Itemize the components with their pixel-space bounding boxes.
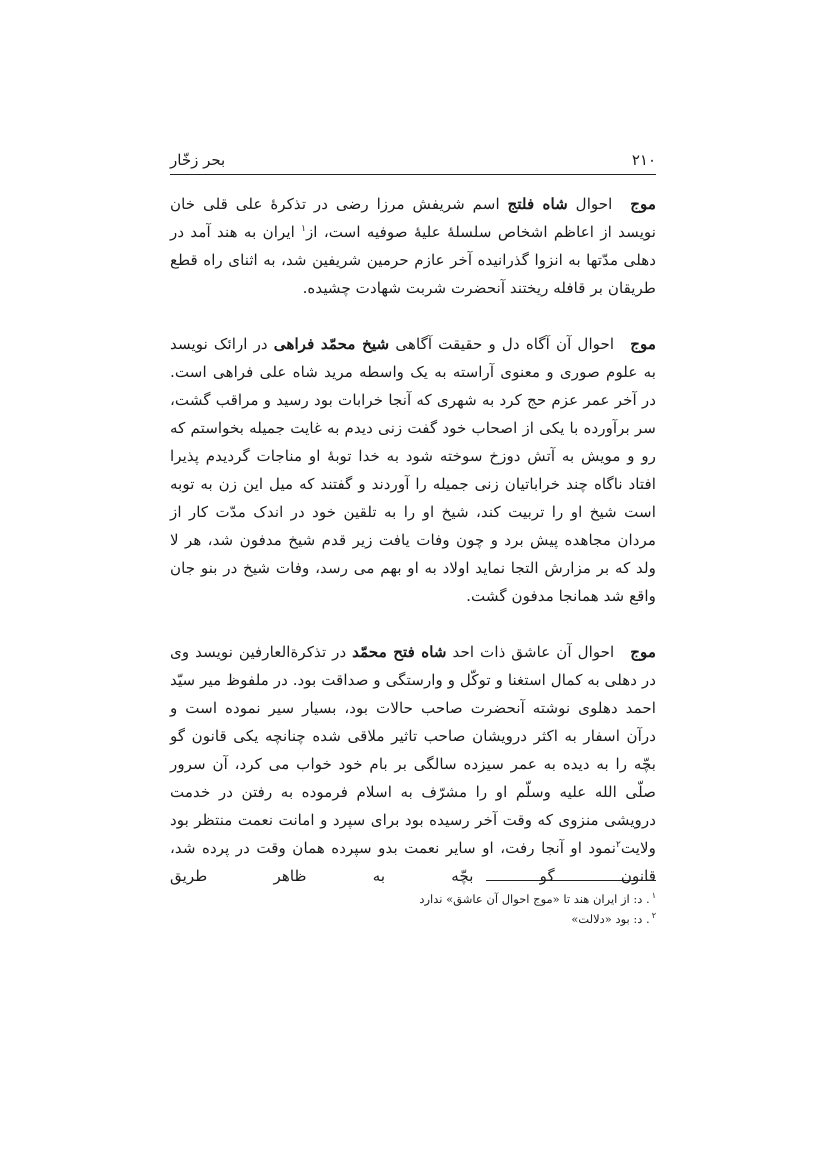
footnote-text: . د: بود «دلالت»: [571, 912, 650, 926]
footnote-1: [170, 889, 656, 909]
paragraph-text-cont: نمود او آنجا رفت، او سایر نعمت بدو سپرده همان وقت در پرده شد، قانون گو بچّه به ظاهر طریق: [170, 839, 656, 885]
footnote-2: [170, 909, 656, 929]
footnote-text: . د: از ایران هند تا «موج احوال آن عاشق» ندارد: [419, 892, 650, 906]
paragraph-text: در تذکرةالعارفین نویسد وی در دهلی به کمال استغنا و توکّل و وارستگی و صداقت بود. در ملفوظ میر سیّد احمد دهلوی نوشته آنحضرت صاحب حالات بود، بسیار سیر نموده است و درآن اسفار به اکثر درویشان صاحب تاثیر ملاقی شده چنانچه یکی قانون گو بچّه را به دیده به عمر سیزده سالگی بر بام خود خواب می کرد، آن سرور صلّی الله علیه وسلّم او را مشرّف به اسلام فرموده به رفتن در خدمت درویشی منزوی که وقت آخر رسیده بود برای سپرد و امانت نعمت منتظر بود ولایت: [170, 643, 656, 857]
paragraph-text: در ارائک نویسد به علوم صوری و معنوی آراسته به یک واسطه مرید شاه علی فراهی است. در آخر عمر عزم حج کرد به شهری که آنجا خرابات بود رسید و مراقب گشت، سر برآورده با یکی از اصحاب خود گفت زنی دیدم به غایت جمیله بخواستم که رو و مویش به آتش دوزخ سوخته شود به خدا توبهٔ او مناجات گردیدم پذیرا افتاد ناگاه چند خراباتیان زنی جمیله را آوردند و گفتند که میل این زن به توبه است شیخ او را تربیت کند، شیخ او را به تلقین خود در اندک مدّت کار از مردان مجاهده پیش برد و چون وفات یافت زیر قدم شیخ مدفون شد، هر لا ولد که بر مزارش التجا نماید اولاد به او بهم می رسد، وفات شیخ در بنو جان واقع شد همانجا مدفون گشت.: [170, 335, 656, 605]
person-name: شاه فتح محمّد: [352, 643, 447, 661]
main-text: [170, 190, 656, 890]
moj-marker: موج: [630, 643, 657, 661]
footnote-ref[interactable]: ۱: [301, 223, 306, 234]
paragraph-text-cont: ایران به هند آمد در دهلی مدّتها به انزوا گذرانیده آخر عازم حرمین شریفین شد، به اثنای راه قطع طریقان بر قافله ریختند آنحضرت شربت شهادت چشیده.: [170, 223, 656, 297]
footnote-ref[interactable]: ۲: [616, 839, 621, 850]
paragraph-shaykh-farahi: [170, 330, 656, 610]
running-header: [170, 146, 656, 175]
paragraph-lead: احوال آن آگاه دل و حقیقت آگاهی: [395, 335, 615, 353]
footnote-number: ۱: [651, 891, 656, 901]
footnote-number: ۲: [651, 911, 656, 921]
person-name: شیخ محمّد فراهی: [273, 335, 390, 353]
moj-marker: موج: [630, 195, 656, 213]
paragraph-text: اسم شریفش مرزا رضی در تذکرهٔ علی قلی خان نویسد از اعاظم اشخاص سلسلهٔ علیهٔ صوفیه است، از: [170, 195, 657, 241]
footnotes: [170, 880, 656, 929]
paragraph-lead: احوال: [575, 195, 613, 213]
moj-marker: موج: [630, 335, 657, 353]
book-title: بحر زخّار: [170, 151, 226, 169]
paragraph-shah-fath-muhammad: [170, 638, 656, 890]
paragraph-lead: احوال آن عاشق ذات احد: [452, 643, 615, 661]
paragraph-shah-falj: [170, 190, 656, 302]
person-name: شاه فلتج: [507, 195, 568, 213]
footnote-divider: [486, 880, 656, 881]
page-number: ۲۱۰: [631, 151, 656, 169]
